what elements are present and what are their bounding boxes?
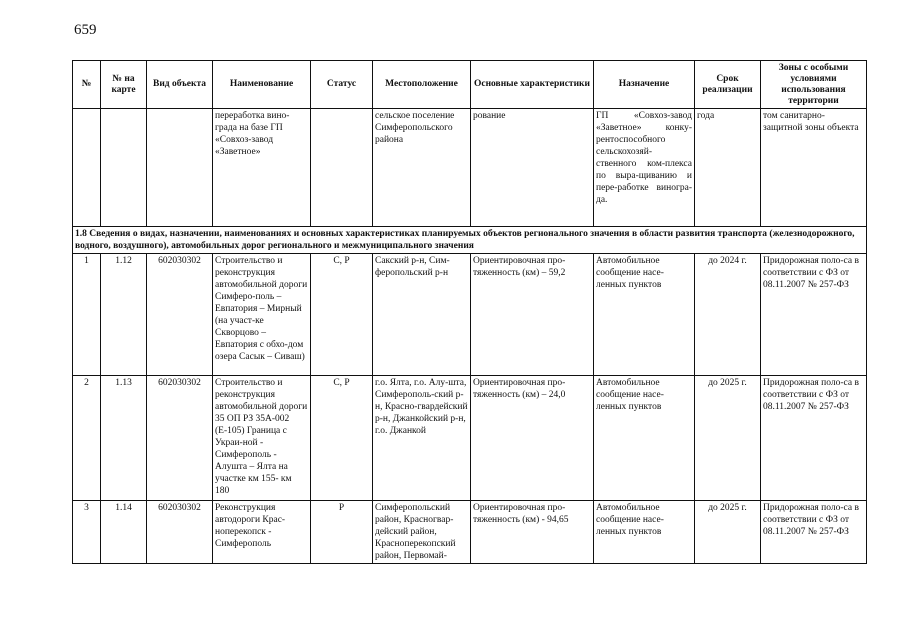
cell-map-no — [101, 109, 147, 227]
cell-characteristics: Ориентировочная про-тяженность (км) - 94,65 — [471, 501, 594, 564]
table-row — [73, 376, 867, 501]
cell-purpose: Автомобильное сообщение насе-ленных пунктов — [594, 254, 695, 376]
cell-type: 602030302 — [147, 376, 213, 501]
cell-status: С, Р — [311, 254, 373, 376]
cell-characteristics: Ориентировочная про-тяженность (км) – 59,2 — [471, 254, 594, 376]
cell-map-no: 1.12 — [101, 254, 147, 376]
cell-status: С, Р — [311, 376, 373, 501]
cell-location: Сакский р-н, Сим-феропольский р-н — [373, 254, 471, 376]
header-location: Местоположение — [373, 61, 471, 109]
cell-characteristics: Ориентировочная про-тяженность (км) – 24,0 — [471, 376, 594, 501]
cell-purpose: Автомобильное сообщение насе-ленных пунктов — [594, 376, 695, 501]
table-row — [73, 254, 867, 376]
cell-type: 602030302 — [147, 501, 213, 564]
cell-term: до 2025 г. — [695, 376, 761, 501]
cell-type: 602030302 — [147, 254, 213, 376]
header-type: Вид объекта — [147, 61, 213, 109]
table-header-row — [73, 61, 867, 109]
cell-purpose: ГП «Совхоз-завод «Заветное» конку-рентоспособного сельскохозяй-ственного ком-плекса по выра-щиванию и пере-работке виногра-да. — [594, 109, 695, 227]
cell-type — [147, 109, 213, 227]
cell-zones: Придорожная поло-са в соответствии с ФЗ от 08.11.2007 № 257-ФЗ — [761, 254, 867, 376]
cell-num: 1 — [73, 254, 101, 376]
header-zones: Зоны с особыми условиями использования территории — [761, 61, 867, 109]
cell-num: 3 — [73, 501, 101, 564]
page-number: 659 — [74, 22, 97, 38]
cell-location: г.о. Ялта, г.о. Алу-шта, Симферополь-ский р-н, Красно-гвардейский р-н, Джанкойский р-н, г.о. Джанкой — [373, 376, 471, 501]
section-row — [73, 227, 867, 254]
header-status: Статус — [311, 61, 373, 109]
header-term: Срок реализации — [695, 61, 761, 109]
cell-term: до 2024 г. — [695, 254, 761, 376]
header-name: Наименование — [213, 61, 311, 109]
section-title: 1.8 Сведения о видах, назначении, наименованиях и основных характеристиках планируемых объектов регионального значения в области развития транспорта (железнодорожного, водного, воздушного), автомобильных дорог регионального и межмуниципального значения — [73, 227, 867, 254]
header-purpose: Назначение — [594, 61, 695, 109]
cell-location: сельское поселение Симферопольского района — [373, 109, 471, 227]
cell-zones: том санитарно-защитной зоны объекта — [761, 109, 867, 227]
cell-name: переработка вино-града на базе ГП «Совхоз-завод «Заветное» — [213, 109, 311, 227]
cell-map-no: 1.13 — [101, 376, 147, 501]
table-row — [73, 501, 867, 564]
header-map-no: № на карте — [101, 61, 147, 109]
cell-status — [311, 109, 373, 227]
cell-location: Симферопольский район, Красногвар-дейский район, Красноперекопский район, Первомай- — [373, 501, 471, 564]
cell-num — [73, 109, 101, 227]
cell-zones: Придорожная поло-са в соответствии с ФЗ от 08.11.2007 № 257-ФЗ — [761, 501, 867, 564]
cell-name: Реконструкция автодороги Крас-ноперекопск - Симферополь — [213, 501, 311, 564]
header-characteristics: Основные характеристики — [471, 61, 594, 109]
cell-num: 2 — [73, 376, 101, 501]
cell-term: года — [695, 109, 761, 227]
cell-characteristics: рование — [471, 109, 594, 227]
cell-purpose: Автомобильное сообщение насе-ленных пунктов — [594, 501, 695, 564]
header-num: № — [73, 61, 101, 109]
objects-table — [72, 60, 867, 564]
cell-status: Р — [311, 501, 373, 564]
cell-zones: Придорожная поло-са в соответствии с ФЗ от 08.11.2007 № 257-ФЗ — [761, 376, 867, 501]
table-row-continuation — [73, 109, 867, 227]
cell-map-no: 1.14 — [101, 501, 147, 564]
cell-name: Строительство и реконструкция автомобильной дороги 35 ОП РЗ 35А-002 (Е-105) Граница с Украи-ной - Симферополь - Алушта – Ялта на участке км 155- км 180 — [213, 376, 311, 501]
cell-name: Строительство и реконструкция автомобильной дороги Симферо-поль – Евпатория – Мирный (на участ-ке Скворцово – Евпатория с обхо-дом озера Сасык – Сиваш) — [213, 254, 311, 376]
cell-term: до 2025 г. — [695, 501, 761, 564]
